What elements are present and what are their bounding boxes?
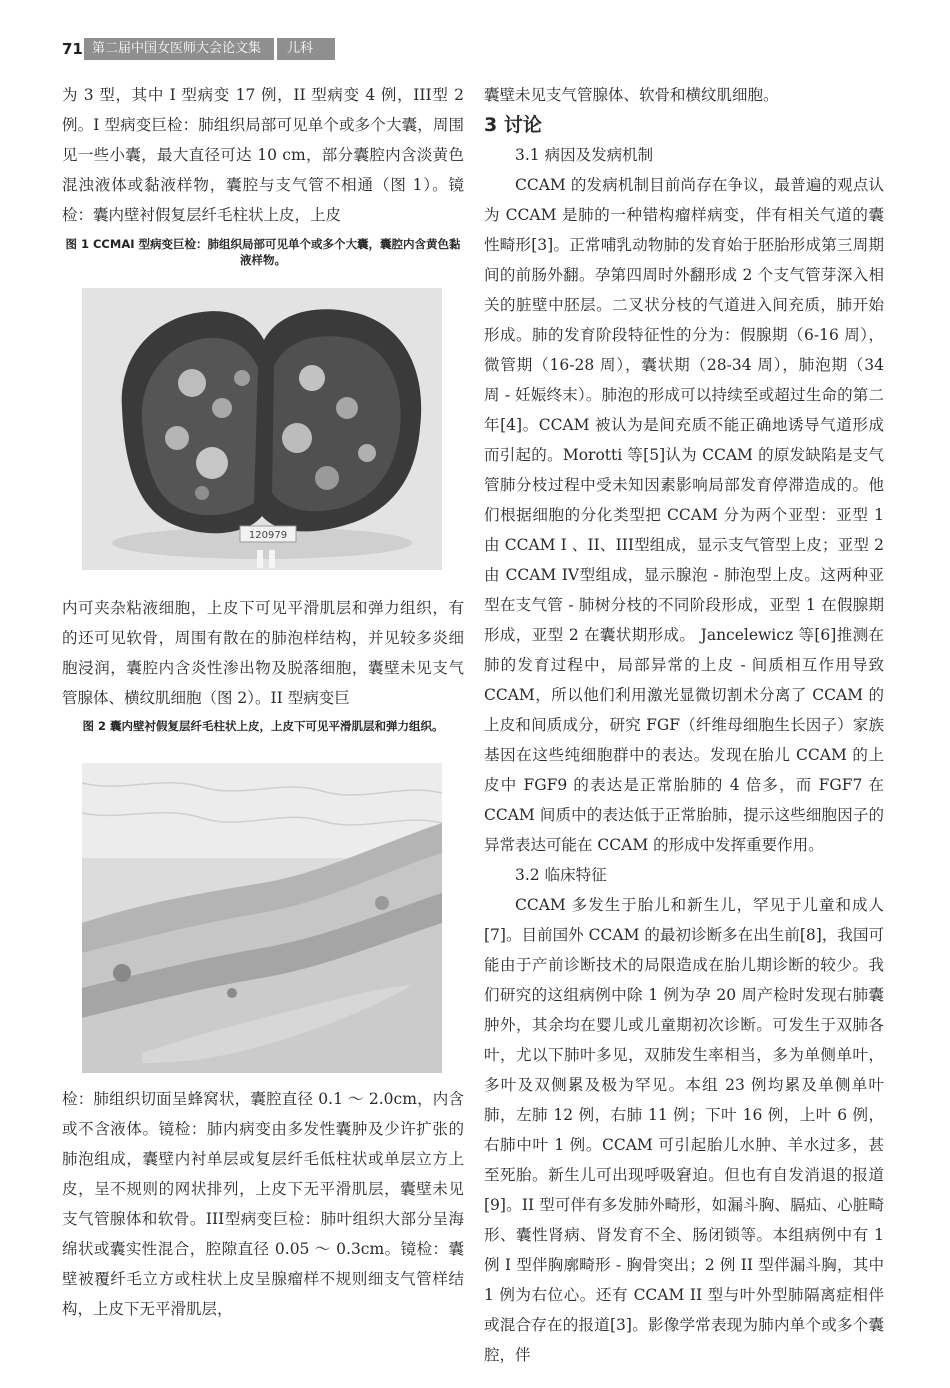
paragraph-pathology-type2-type3: 检：肺组织切面呈蜂窝状，囊腔直径 0.1 ～ 2.0cm，内含或不含液体。镜检：肺内病变由多发性囊肿及少许扩张的肺泡组成，囊壁内衬单层或复层纤毛低柱状或单层立方上皮，呈不规则的网状排列，上皮下无平滑肌层，囊壁未见支气管腺体和软骨。III型病变巨检：肺叶组织大部分呈海绵状或囊实性混合，腔隙直径 0.05 ～ 0.3cm。镜检：囊壁被覆纤毛立方或柱状上皮呈腺瘤样不规则细支气管样结构，上皮下无平滑肌层， [62,1090,464,1318]
left-column-middle [62,593,464,713]
figure-2-histology-image [82,763,442,1073]
subheading-etiology: 3.1 病因及发病机制 [515,146,654,164]
left-column-bottom [62,1084,464,1324]
paragraph-pathology-type1: 为 3 型，其中 I 型病变 17 例，II 型病变 4 例，III型 2 例。I 型病变巨检：肺组织局部可见单个或多个大囊，周围见一些小囊，最大直径可达 10 cm，部分囊腔内含淡黄色混浊液体或黏液样物，囊腔与支气管不相通（图 1）。镜检：囊内壁衬假复层纤毛柱状上皮，上皮 [62,86,464,224]
right-column [484,80,884,1370]
section-heading-discussion: 3 讨论 [484,114,542,136]
paragraph-etiology: CCAM 的发病机制目前尚存在争议，最普遍的观点认为 CCAM 是肺的一种错构瘤样病变，伴有相关气道的囊性畸形[3]。正常哺乳动物肺的发育始于胚胎形成第三周期间的前肠外翻。孕第四周时外翻形成 2 个支气管芽深入相关的脏壁中胚层。二叉状分枝的气道进入间充质，肺开始形成。肺的发育阶段特征性的分为：假腺期（6-16 周），微管期（16-28 周），囊状期（28-34 周），肺泡期（34 周 - 妊娠终末）。肺泡的形成可以持续至或超过生命的第二年[4]。CCAM 被认为是间充质不能正确地诱导气道形成而引起的。Morotti 等[5]认为 CCAM 的原发缺陷是支气管肺分枝过程中受未知因素影响局部发育停滞造成的。他们根据细胞的分化类型把 CCAM 分为两个亚型：亚型 1 由 CCAM I 、II、III型组成，显示支气管型上皮；亚型 2 由 CCAM IV型组成，显示腺泡 - 肺泡型上皮。这两种亚型在支气管 - 肺树分枝的不同阶段形成，亚型 1 在假腺期形成，亚型 2 在囊状期形成。 Jancelewicz 等[6]推测在肺的发育过程中，局部异常的上皮 - 间质相互作用导致 CCAM，所以他们利用激光显微切割术分离了 CCAM 的上皮和间质成分，研究 FGF（纤维母细胞生长因子）家族基因在这些纯细胞群中的表达。发现在胎儿 CCAM 的上皮中 FGF9 的表达是正常胎肺的 4 倍多，而 FGF7 在 CCAM 间质中的表达低于正常胎肺，提示这些细胞因子的异常表达可能在 CCAM 的形成中发挥重要作用。 [484,176,884,854]
journal-title: 第二届中国女医师大会论文集 [84,38,274,60]
page-number: 71 [62,40,83,58]
left-column-top [62,80,464,230]
paragraph-continuation: 囊壁未见支气管腺体、软骨和横纹肌细胞。 [484,86,779,104]
paragraph-microscopy-type1: 内可夹杂粘液细胞，上皮下可见平滑肌层和弹力组织，有的还可见软骨，周围有散在的肺泡样结构，并见较多炎细胞浸润，囊腔内含炎性渗出物及脱落细胞，囊壁未见支气管腺体、横纹肌细胞（图 2）。II 型病变巨 [62,599,464,707]
page-header [62,38,362,60]
subheading-clinical-features: 3.2 临床特征 [515,866,607,884]
paragraph-clinical-features: CCAM 多发生于胎儿和新生儿，罕见于儿童和成人[7]。目前国外 CCAM 的最初诊断多在出生前[8]，我国可能由于产前诊断技术的局限造成在胎儿期诊断的较少。我们研究的这组病例中除 1 例为孕 20 周产检时发现右肺囊肿外，其余均在婴儿或儿童期初次诊断。可发生于双肺各叶，尤以下肺叶多见，双肺发生率相当，多为单侧单叶，多叶及双侧累及极为罕见。本组 23 例均累及单侧单叶肺，左肺 12 例，右肺 11 例；下叶 16 例，上叶 6 例，右肺中叶 1 例。CCAM 可引起胎儿水肿、羊水过多，甚至死胎。新生儿可出现呼吸窘迫。但也有自发消退的报道[9]。II 型可伴有多发肺外畸形，如漏斗胸、膈疝、心脏畸形、囊性肾病、肾发育不全、肠闭锁等。本组病例中有 1 例 I 型伴胸廓畸形 - 胸骨突出；2 例 II 型伴漏斗胸，其中 1 例为右位心。还有 CCAM II 型与叶外型肺隔离症相伴或混合存在的报道[3]。影像学常表现为肺内单个或多个囊腔，伴 [484,896,884,1364]
figure-2-caption: 图 2 囊内壁衬假复层纤毛柱状上皮，上皮下可见平滑肌层和弹力组织。 [82,719,444,733]
figure-1-gross-specimen-image [82,288,442,570]
specimen-label: 120979 [248,530,288,541]
section-label: 儿科 [277,38,335,60]
figure-1-caption: 图 1 CCMAI 型病变巨检：肺组织局部可见单个或多个大囊，囊腔内含黄色黏液样物。 [65,237,461,267]
